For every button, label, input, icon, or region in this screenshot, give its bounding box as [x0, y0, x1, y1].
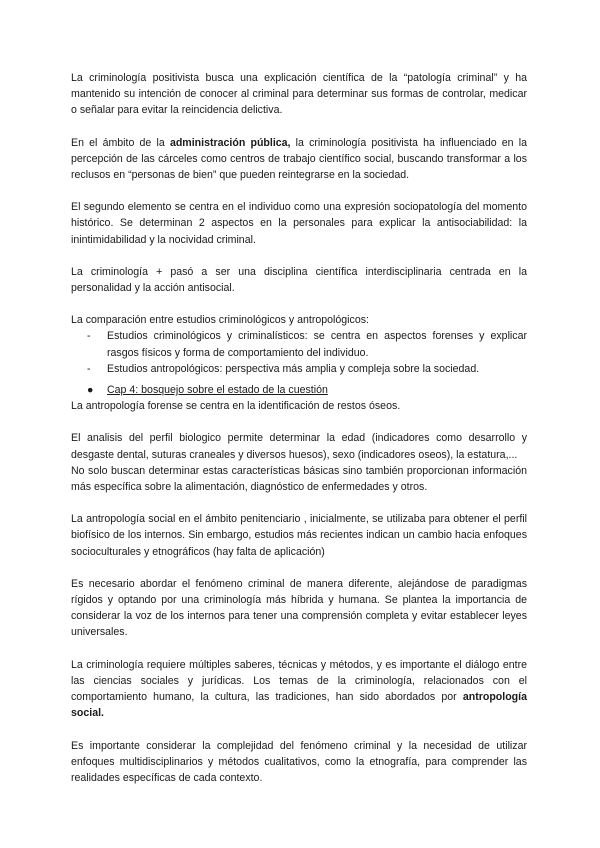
list-item — [71, 328, 527, 360]
text-run: La criminología requiere múltiples saberes, técnicas y métodos, y es importante el diálogo entre las ciencias sociales y jurídicas. Los temas de la criminología, relacionados con el comportamiento humano, la cultura, las tradiciones, han sido abordados por — [71, 658, 527, 704]
paragraph-forensic-anthropology: La antropología forense se centra en la identificación de restos óseos. — [71, 400, 401, 413]
paragraph-biological-profile: El analisis del perfil biologico permite determinar la edad (indicadores como desarrollo y desgaste dental, suturas craneales y diversos huesos), sexo (indicadores oseos), la estatura,... — [71, 432, 527, 461]
paragraph-basic-characteristics: No solo buscan determinar estas características básicas sino también proporcionan información más específica sobre la alimentación, diagnóstico de enfermedades y otros. — [71, 464, 527, 494]
list-item-text: Estudios criminológicos y criminalísticos: se centra en aspectos forenses y explicar rasgos físicos y forma de comportamiento del individuo. — [107, 330, 527, 359]
paragraph-criminal-phenomenon: Es necesario abordar el fenómeno criminal de manera diferente, alejándose de paradigmas rígidos y optando por una criminología más híbrida y humana. Se plantea la importancia de considerar la voz de los internos para tener una comprensión completa y evitar establecer leyes universales. — [71, 577, 527, 639]
paragraph-multiple-knowledge — [71, 657, 527, 722]
bullet-icon: ● — [87, 384, 94, 397]
bold-term-administracion: administración pública, — [169, 136, 291, 149]
list-item-text: Estudios antropológicos: perspectiva más amplia y compleja sobre la sociedad. — [107, 362, 480, 375]
paragraph-social-anthropology: La antropología social en el ámbito penitenciario , inicialmente, se utilizaba para obtener el perfil biofísico de los internos. Sin embargo, estudios más recientes indican un cambio hacia enfoques socioculturales y etnográficos (hay falta de aplicación) — [71, 513, 527, 558]
dash-marker: - — [87, 362, 91, 375]
paragraph-interdisciplinary: La criminología + pasó a ser una disciplina científica interdisciplinaria centrada en la personalidad y la acción antisocial. — [71, 265, 527, 295]
paragraph-comparison: La comparación entre estudios criminológicos y antropológicos: — [71, 314, 369, 327]
paragraph-positivist-criminology: La criminología positivista busca una explicación científica de la “patología criminal” y ha mantenido su intención de conocer al criminal para determinar sus formas de controlar, medicar o señalar para evitar la reincidencia delictiva. — [71, 72, 527, 117]
section-heading-cap4 — [71, 382, 527, 398]
list-item — [71, 361, 527, 377]
dash-list — [71, 328, 527, 377]
text-run: la criminología positivista ha influenciado en la percepción de las cárceles como centros de trabajo científico social, buscando transformar a los reclusos en “personas de bien” que pueden reintegrarse en la sociedad. — [71, 136, 527, 182]
document-body — [71, 70, 527, 786]
text-run: En el ámbito de la — [71, 136, 170, 149]
paragraph-public-administration — [71, 135, 527, 184]
paragraph-second-element: El segundo elemento se centra en el individuo como una expresión sociopatología del momento histórico. Se determinan 2 aspectos en la personales para explicar la antisociabilidad: la inintimidabilidad y la nocividad criminal. — [71, 201, 527, 246]
dash-marker: - — [87, 330, 91, 343]
bold-term-antropologia: antropología social. — [71, 691, 527, 720]
heading-text: Cap 4: bosquejo sobre el estado de la cuestión — [107, 384, 328, 397]
paragraph-complexity: Es importante considerar la complejidad del fenómeno criminal y la necesidad de utilizar enfoques multidisciplinarios y métodos cualitativos, como la etnografía, para comprender las realidades específicas de cada contexto. — [71, 739, 527, 784]
